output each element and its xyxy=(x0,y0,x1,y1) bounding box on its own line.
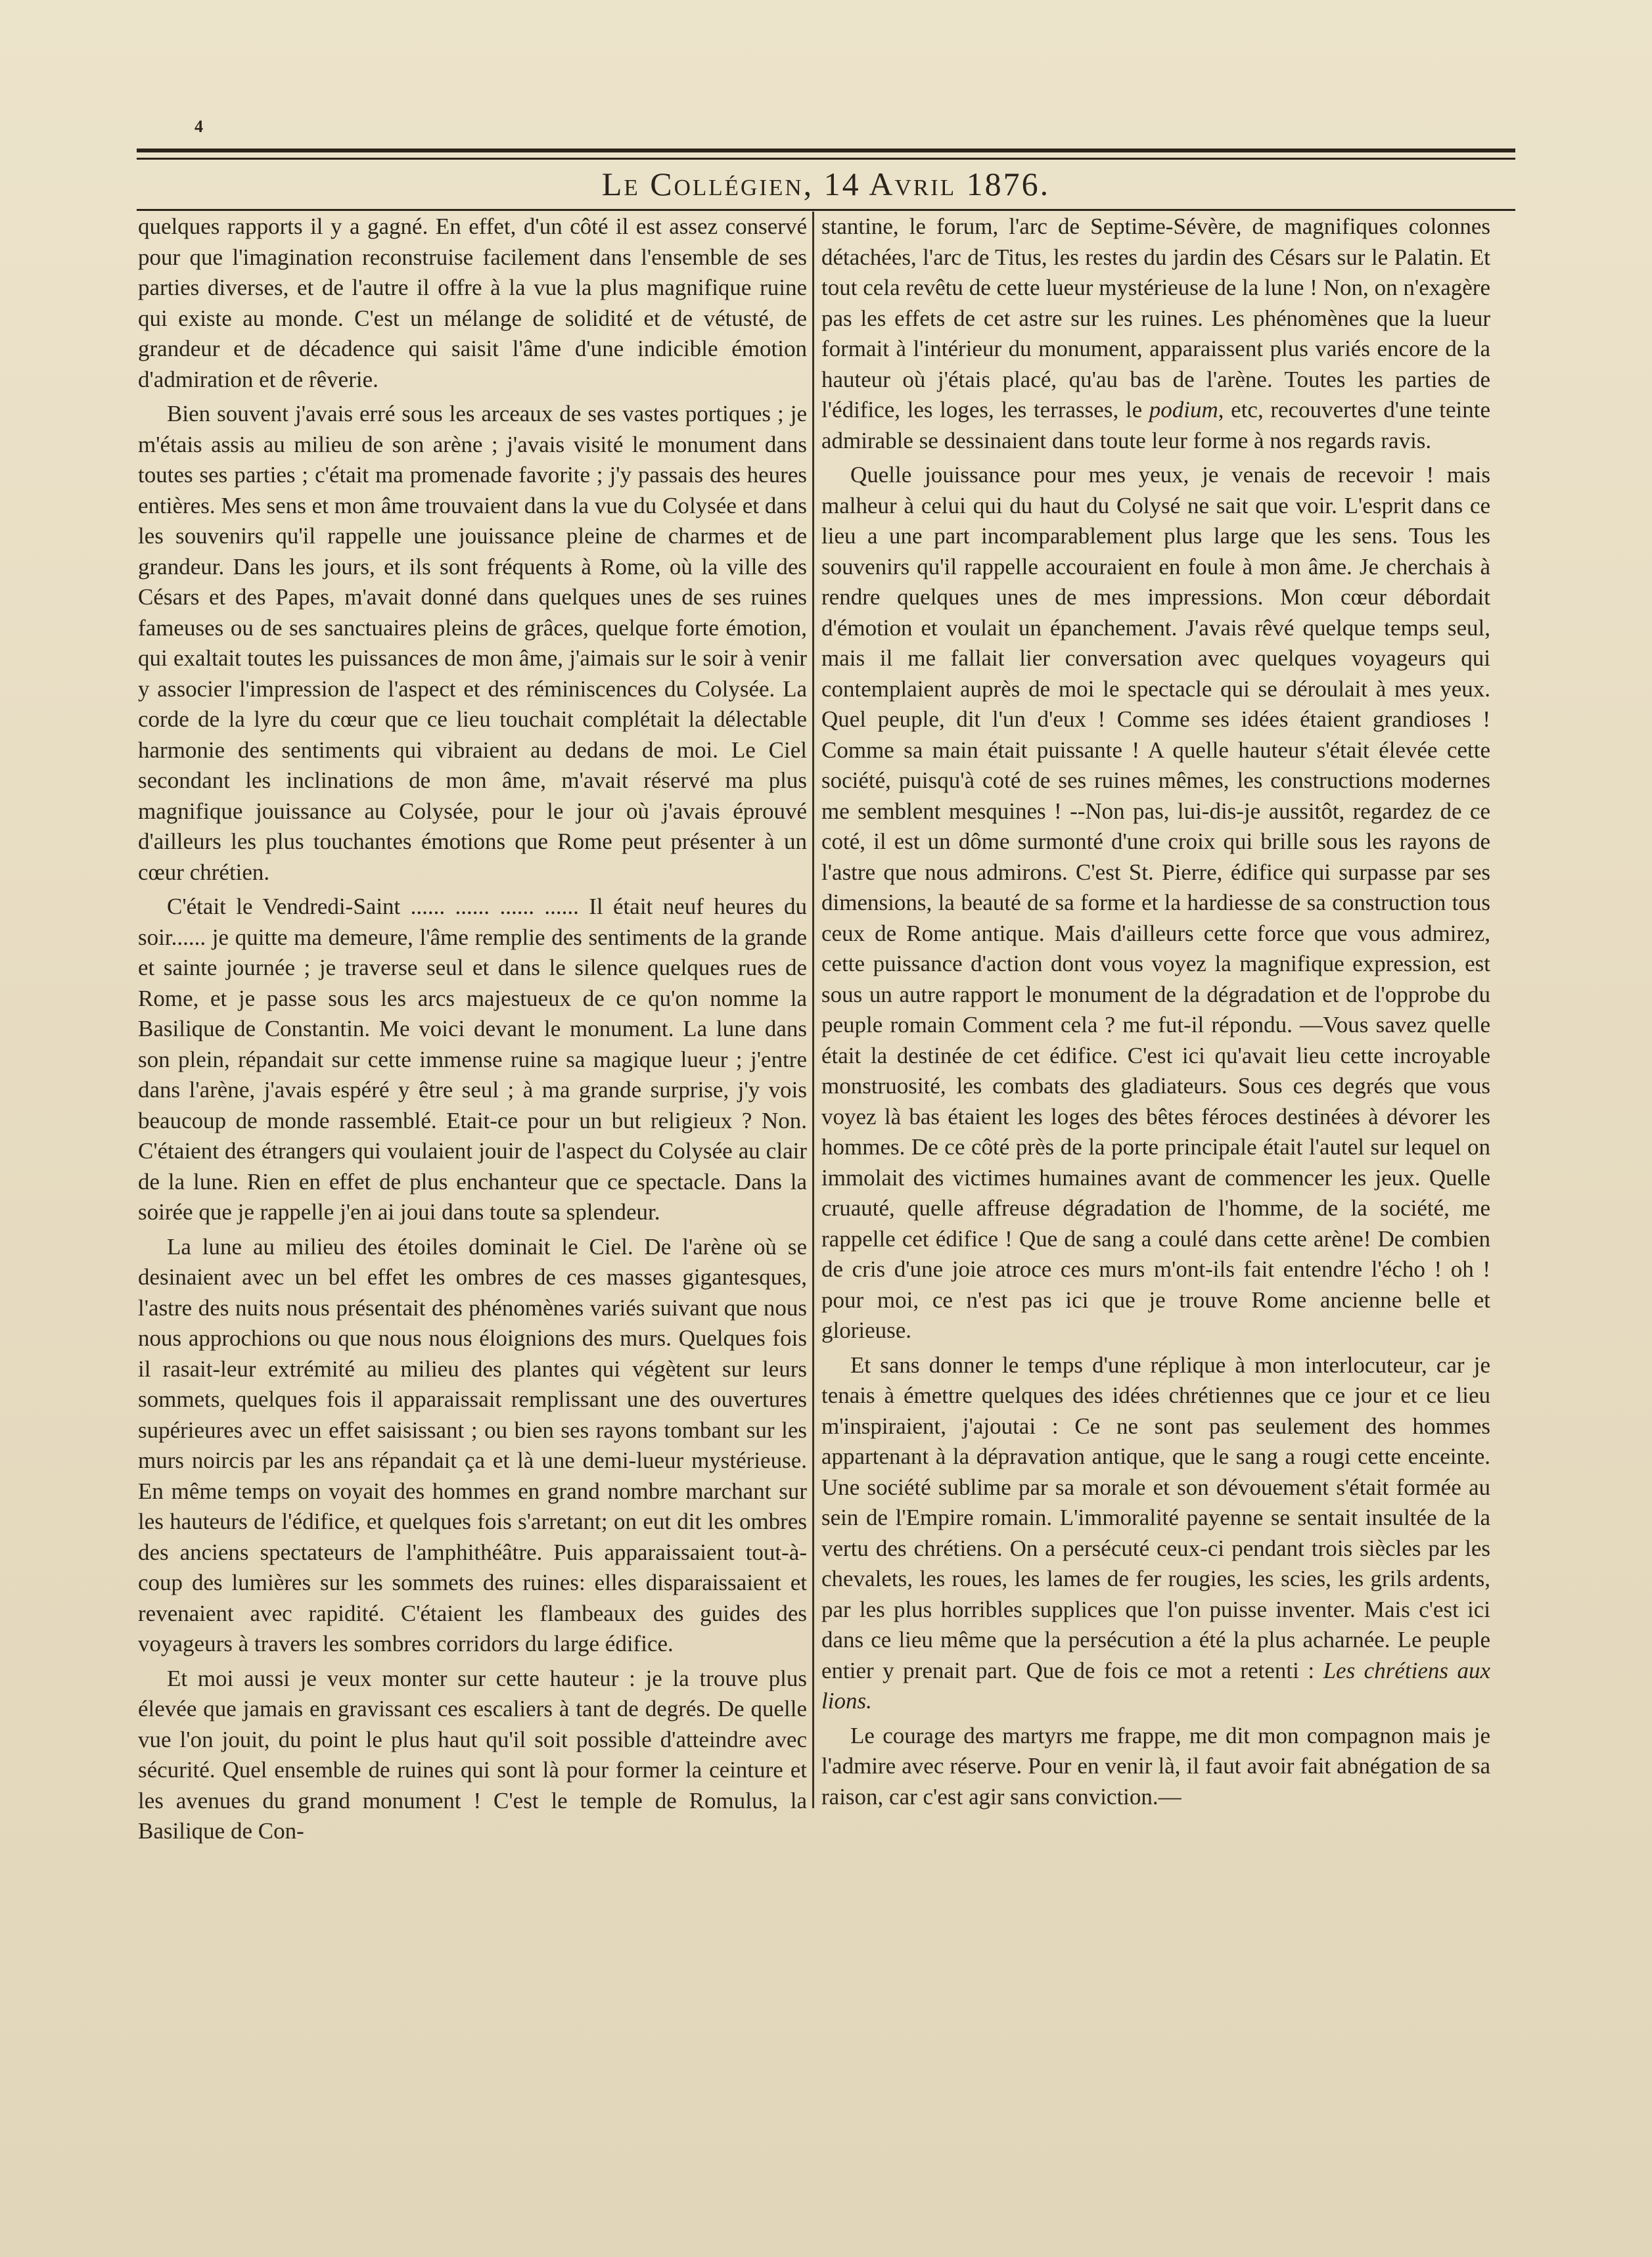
left-paragraph-4: La lune au milieu des étoiles dominait le Ciel. De l'arène où se desinaient avec un bel effet les ombres de ces masses gigantesques, l'astre des nuits nous présentait des phénomènes variés suivant que nous nous approchions ou que nous nous éloignions des murs. Quelques fois il rasait-leur extrémité au milieu des plantes qui végètent sur leurs sommets, quelques fois il apparaissait remplissant une des ouvertures supérieures avec un effet saisissant ; ou bien ses rayons tombant sur les murs noircis par les ans répandait ça et là une demi-lueur mystérieuse. En même temps on voyait des hommes en grand nombre marchant sur les hauteurs de l'édifice, et quelques fois s'arretant; on eut dit les ombres des anciens spectateurs de l'amphithéâtre. Puis apparaissaient tout-à-coup des lumières sur les sommets des ruines: elles disparaissaient et revenaient avec rapidité. C'étaient les flambeaux des guides des voyageurs à travers les sombres corridors du large édifice. xyxy=(138,1233,807,1656)
right-paragraph-2: Quelle jouissance pour mes yeux, je venais de recevoir ! mais malheur à celui qui du haut du Colysé ne sait que voir. L'esprit dans ce lieu a une part incomparablement plus large que les sens. Tous les souvenirs qu'il rappelle accouraient en foule à mon âme. Je cherchais à rendre quelques unes de mes impressions. Mon cœur débordait d'émotion et voulait un épanchement. J'avais rêvé quelque temps seul, mais il me fallait lier conversation avec quelques voyageurs qui contemplaient auprès de moi le spectacle qui se déroulait à mes yeux. Quel peuple, dit l'un d'eux ! Comme ses idées étaient grandioses ! Comme sa main était puissante ! A quelle hauteur s'était élevée cette société, puisqu'à coté de ses ruines mêmes, les constructions modernes me semblent mesquines ! --Non pas, lui-dis-je aussitôt, regardez de ce coté, il est un dôme surmonté d'une croix qui brille sous les rayons de l'astre que nous admirons. C'est St. Pierre, édifice qui surpasse par ses dimensions, la beauté de sa forme et la hardiesse de sa construction tous ceux de Rome antique. Mais d'ailleurs cette force que vous admirez, cette puissance d'action dont vous voyez la magnifique expression, est sous un autre rapport le monument de la dégradation et de l'opprobe du peuple romain Comment cela ? me fut-il répondu. —Vous savez quelle était la destinée de cet édifice. C'est ici qu'avait lieu cette incroyable monstruosité, les combats des gladiateurs. Sous ces degrés que vous voyez là bas étaient les loges des bêtes féroces destinées à dévorer les hommes. De ce côté près de la porte principale était l'autel sur lequel on immolait des victimes humaines avant de commencer les jeux. Quelle cruauté, quelle affreuse dégradation de l'homme, de la société, me rappelle cet édifice ! Que de sang a coulé dans cette arène! De combien de cris d'une joie atroce ces murs m'ont-ils fait entendre l'écho ! oh ! pour moi, ce n'est pas ici que je trouve Rome ancienne belle et glorieuse. xyxy=(821,462,1490,1343)
column-divider xyxy=(812,212,814,1808)
masthead: Le Collégien, 14 Avril 1876. xyxy=(601,166,1051,202)
right-paragraph-1 xyxy=(821,212,1490,456)
right-paragraph-3 xyxy=(821,1350,1490,1717)
left-paragraph-2: Bien souvent j'avais erré sous les arceaux de ses vastes portiques ; je m'étais assis au milieu de son arène ; j'avais visité le monument dans toutes ses parties ; c'était ma promenade favorite ; j'y passais des heures entières. Mes sens et mon âme trouvaient dans la vue du Colysée et dans les souvenirs qu'il rappelle une jouissance pleine de charmes et de grandeur. Dans les jours, et ils sont fréquents à Rome, où la ville des Césars et des Papes, m'avait donné dans quelques unes de ses ruines fameuses ou de ses sanctuaires pleins de grâces, quelque forte émotion, qui exaltait toutes les puissances de mon âme, j'aimais sur le soir à venir y associer l'impression de l'aspect et des réminiscences du Colysée. La corde de la lyre du cœur que ce lieu touchait complétait la délectable harmonie des sentiments qui vibraient au dedans de moi. Le Ciel secondant les inclinations de mon âme, m'avait réservé ma plus magnifique jouissance au Colysée, pour le jour où j'avais éprouvé d'ailleurs les plus touchantes émotions que Rome peut présenter à un cœur chrétien. xyxy=(138,401,807,885)
right-paragraph-1-text: stantine, le forum, l'arc de Septime-Sévère, de magnifiques colonnes détachées, l'arc de Titus, les restes du jardin des Césars sur le Palatin. Et tout cela revêtu de cette lueur mystérieuse de la lune ! Non, on n'exagère pas les effets de cet astre sur les ruines. Les phénomènes que la lueur formait à l'intérieur du monument, apparaissent plus variés encore de la hauteur où j'étais placé, qu'au bas de l'arène. Toutes les parties de l'édifice, les loges, les terrasses, le xyxy=(821,214,1490,422)
left-paragraph-5: Et moi aussi je veux monter sur cette hauteur : je la trouve plus élevée que jamais en gravissant ces escaliers à tant de degrés. De quelle vue l'on jouit, du point le plus haut qu'il soit possible d'atteindre avec sécurité. Quel ensemble de ruines qui sont là pour former la ceinture et les avenues du grand monument ! C'est le temple de Romulus, la Basilique de Con- xyxy=(138,1665,807,1844)
right-paragraph-1-italic: podium xyxy=(1149,397,1218,422)
right-paragraph-4: Le courage des martyrs me frappe, me dit mon compagnon mais je l'admire avec réserve. Pour en venir là, il faut avoir fait abnégation de sa raison, car c'est agir sans conviction.— xyxy=(821,1722,1490,1810)
right-paragraph-3-text: Et sans donner le temps d'une réplique à mon interlocuteur, car je tenais à émettre quelques des idées chrétiennes que ce jour et ce lieu m'inspiraient, j'ajoutai : Ce ne sont pas seulement des hommes appartenant à la dépravation antique, que le sang a rougi cette enceinte. Une société sublime par sa morale et son dévouement s'était formée au sein de l'Empire romain. L'immoralité payenne se sentait insultée de la vertu des chrétiens. On a persécuté ceux-ci pendant trois siècles par les chevalets, les roues, les lames de fer rougies, les scies, les grils ardents, par les plus horribles supplices que l'on puisse inventer. Mais c'est ici dans ce lieu même que la persécution a été la plus acharnée. Le peuple entier y prenait part. Que de fois ce mot a retenti : xyxy=(821,1352,1490,1683)
left-paragraph-3: C'était le Vendredi-Saint ...... ...... ...... ...... Il était neuf heures du soir...... je quitte ma demeure, l'âme remplie des sentiments de la grande et sainte journée ; je traverse seul et dans le silence quelques rues de Rome, et je passe sous les arcs majestueux de ce qu'on nomme la Basilique de Constantin. Me voici devant le monument. La lune dans son plein, répandait sur cette immense ruine sa magique lueur ; j'entre dans l'arène, j'avais espéré y être seul ; à ma grande surprise, j'y vois beaucoup de monde rassemblé. Etait-ce pour un but religieux ? Non. C'étaient des étrangers qui voulaient jouir de l'aspect du Colysée au clair de la lune. Rien en effet de plus enchanteur que ce spectacle. Dans la soirée que je rappelle j'en ai joui dans toute sa splendeur. xyxy=(138,894,807,1225)
left-paragraph-1: quelques rapports il y a gagné. En effet, d'un côté il est assez conservé pour que l'imagination reconstruise facilement dans l'ensemble de ses parties diverses, et de l'autre il offre à la vue la plus magnifique ruine qui existe au monde. C'est un mélange de solidité et de vétusté, de grandeur et de décadence qui saisit l'âme d'une indicible émotion d'admiration et de rêverie. xyxy=(138,214,807,392)
right-paragraph-1-end: , etc, recouvertes d'une teinte admirable se dessinaient dans toute leur forme à nos regards ravis. xyxy=(821,397,1491,453)
left-column xyxy=(138,212,807,1851)
masthead-rule xyxy=(137,209,1515,211)
right-paragraph-3-italic: Les chrétiens aux lions. xyxy=(821,1657,1491,1714)
header-rule-thick xyxy=(137,148,1515,152)
header-rule-thin xyxy=(137,158,1515,160)
right-column xyxy=(821,212,1490,1816)
page-number: 4 xyxy=(195,117,203,136)
